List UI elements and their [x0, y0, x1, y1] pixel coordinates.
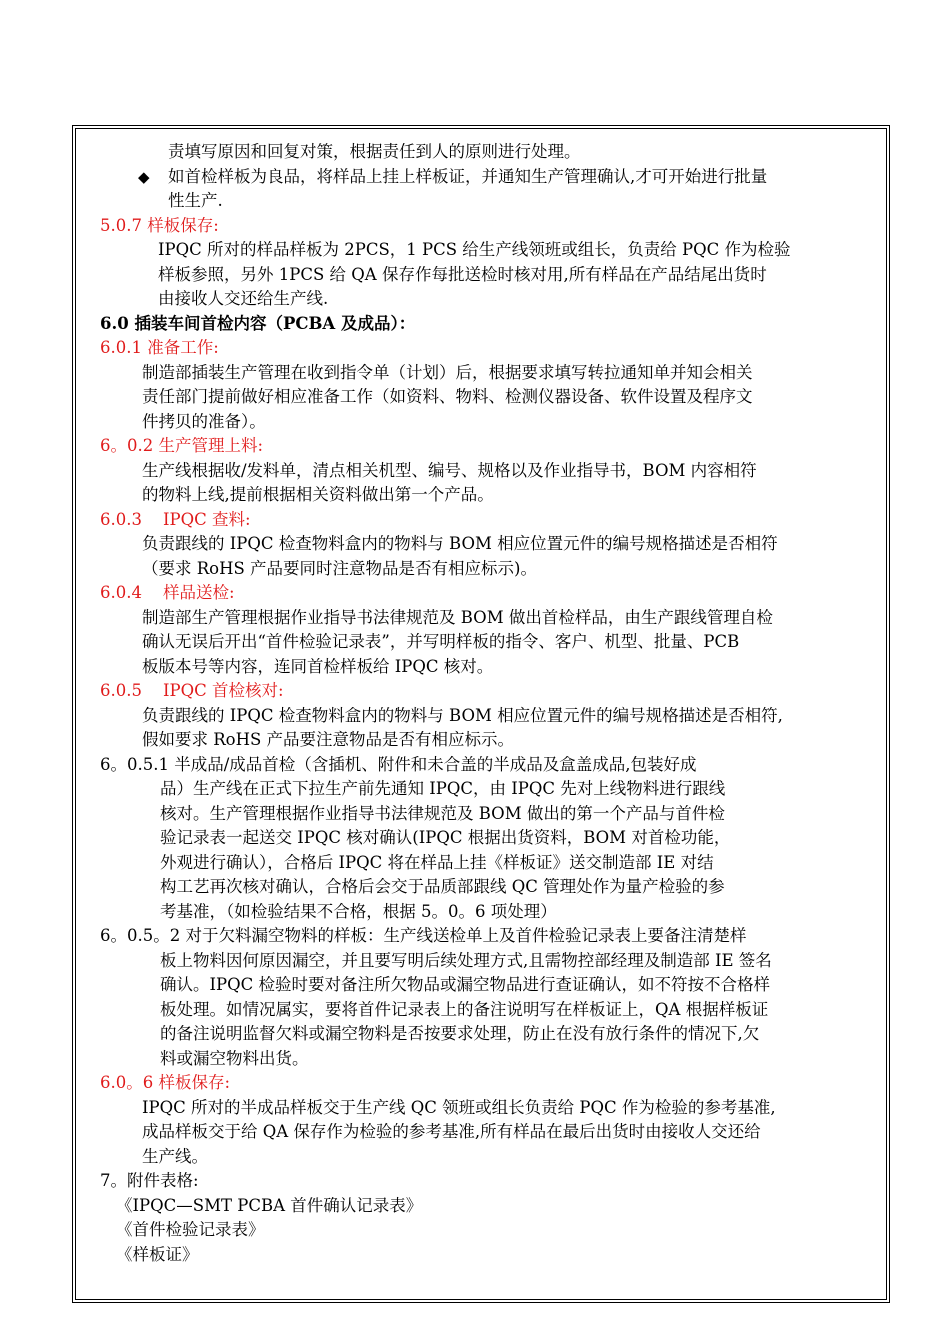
section-heading-5-0-7: 5.0.7 样板保存: — [100, 215, 219, 235]
text-line: 样板参照，另外 1PCS 给 QA 保存作每批送检时核对用,所有样品在产品结尾出货时 — [158, 264, 767, 284]
section-heading-6-0-2: 6。0.2 生产管理上料: — [100, 436, 264, 455]
bullet-item — [100, 165, 870, 214]
text-line: 核对。生产管理根据作业指导书法律规范及 BOM 做出的第一个产品与首件检 — [160, 803, 725, 823]
text-line: 性生产. — [168, 191, 223, 210]
section-heading-6-0: 6.0 插装车间首检内容（PCBA 及成品）： — [100, 313, 416, 333]
text-line: 板处理。如情况属实，要将首件记录表上的备注说明写在样板证上，QA 根据样板证 — [160, 999, 769, 1019]
text-line: 构工艺再次核对确认，合格后会交于品质部跟线 QC 管理处作为量产检验的参 — [160, 877, 725, 896]
text-line: 生产线。 — [142, 1146, 208, 1166]
text-line: 如首检样板为良品，将样品上挂上样板证，并通知生产管理确认,才可开始进行批量 — [168, 166, 768, 186]
document-body — [100, 140, 870, 1267]
text-line: 负责跟线的 IPQC 检查物料盒内的物料与 BOM 相应位置元件的编号规格描述是否相符, — [142, 705, 783, 725]
text-line: IPQC 所对的半成品样板交于生产线 QC 领班或组长负责给 PQC 作为检验的参考基准, — [142, 1097, 776, 1117]
diamond-bullet-icon: ◆ — [138, 167, 150, 186]
section-heading-6-0-1: 6.0.1 准备工作: — [100, 338, 219, 357]
text-line: IPQC 所对的样品样板为 2PCS，1 PCS 给生产线领班或组长，负责给 PQC 作为检验 — [158, 240, 791, 259]
text-line: 板版本号等内容，连同首检样板给 IPQC 核对。 — [142, 656, 494, 676]
text-line: 外观进行确认），合格后 IPQC 将在样品上挂《样板证》送交制造部 IE 对结 — [160, 852, 714, 872]
text-line: 6。0.5.1 半成品/成品首检（含插机、附件和未合盖的半成品及盒盖成品,包装好成 — [100, 754, 697, 774]
section-heading-6-0-5: 6.0.5 IPQC 首检核对: — [100, 681, 284, 700]
section-heading-6-0-6: 6.0。6 样板保存: — [100, 1073, 231, 1092]
text-line: 品）生产线在正式下拉生产前先通知 IPQC，由 IPQC 先对上线物料进行跟线 — [160, 779, 726, 798]
text-line: 责填写原因和回复对策，根据责任到人的原则进行处理。 — [168, 142, 581, 161]
section-heading-6-0-4: 6.0.4 样品送检: — [100, 583, 235, 602]
text-line: 由接收人交还给生产线. — [158, 289, 329, 308]
text-line: 的物料上线,提前根据相关资料做出第一个产品。 — [142, 485, 494, 504]
text-line: 的备注说明监督欠料或漏空物料是否按要求处理，防止在没有放行条件的情况下,欠 — [160, 1024, 760, 1043]
section-heading-6-0-3: 6.0.3 IPQC 查料: — [100, 509, 251, 529]
text-line: 制造部生产管理根据作业指导书法律规范及 BOM 做出首检样品，由生产跟线管理自检 — [142, 607, 773, 627]
text-line: 确认。IPQC 检验时要对备注所欠物品或漏空物品进行查证确认，如不符按不合格样 — [160, 975, 771, 994]
text-line: 确认无误后开出“首件检验记录表”，并写明样板的指令、客户、机型、批量、PCB — [142, 632, 740, 651]
text-line: 制造部插装生产管理在收到指令单（计划）后，根据要求填写转拉通知单并知会相关 — [142, 362, 753, 382]
attachment-item: 《IPQC—SMT PCBA 首件确认记录表》 — [116, 1195, 423, 1215]
text-line: 假如要求 RoHS 产品要注意物品是否有相应标示。 — [142, 730, 515, 749]
text-line: 考基准，（如检验结果不合格，根据 5。0。6 项处理） — [160, 901, 557, 921]
attachment-item: 《样板证》 — [116, 1244, 199, 1264]
text-line: 板上物料因何原因漏空，并且要写明后续处理方式,且需物控部经理及制造部 IE 签名 — [160, 950, 772, 970]
text-line: 成品样板交于给 QA 保存作为检验的参考基准,所有样品在最后出货时由接收人交还给 — [142, 1122, 761, 1141]
text-line: 生产线根据收/发料单，清点相关机型、编号、规格以及作业指导书，BOM 内容相符 — [142, 460, 757, 480]
text-line: 验记录表一起送交 IPQC 核对确认(IPQC 根据出货资料，BOM 对首检功能， — [160, 828, 731, 847]
text-line: 负责跟线的 IPQC 检查物料盒内的物料与 BOM 相应位置元件的编号规格描述是否相符 — [142, 534, 778, 553]
section-heading-7: 7。附件表格: — [100, 1171, 199, 1190]
text-line: 6。0.5。2 对于欠料漏空物料的样板：生产线送检单上及首件检验记录表上要备注清楚样 — [100, 926, 747, 945]
text-line: 料或漏空物料出货。 — [160, 1048, 309, 1068]
text-line: （要求 RoHS 产品要同时注意物品是否有相应标示)。 — [142, 558, 537, 578]
text-line: 件拷贝的准备）。 — [142, 411, 266, 431]
text-line: 责任部门提前做好相应准备工作（如资料、物料、检测仪器设备、软件设置及程序文 — [142, 387, 753, 406]
attachment-item: 《首件检验记录表》 — [116, 1220, 265, 1239]
